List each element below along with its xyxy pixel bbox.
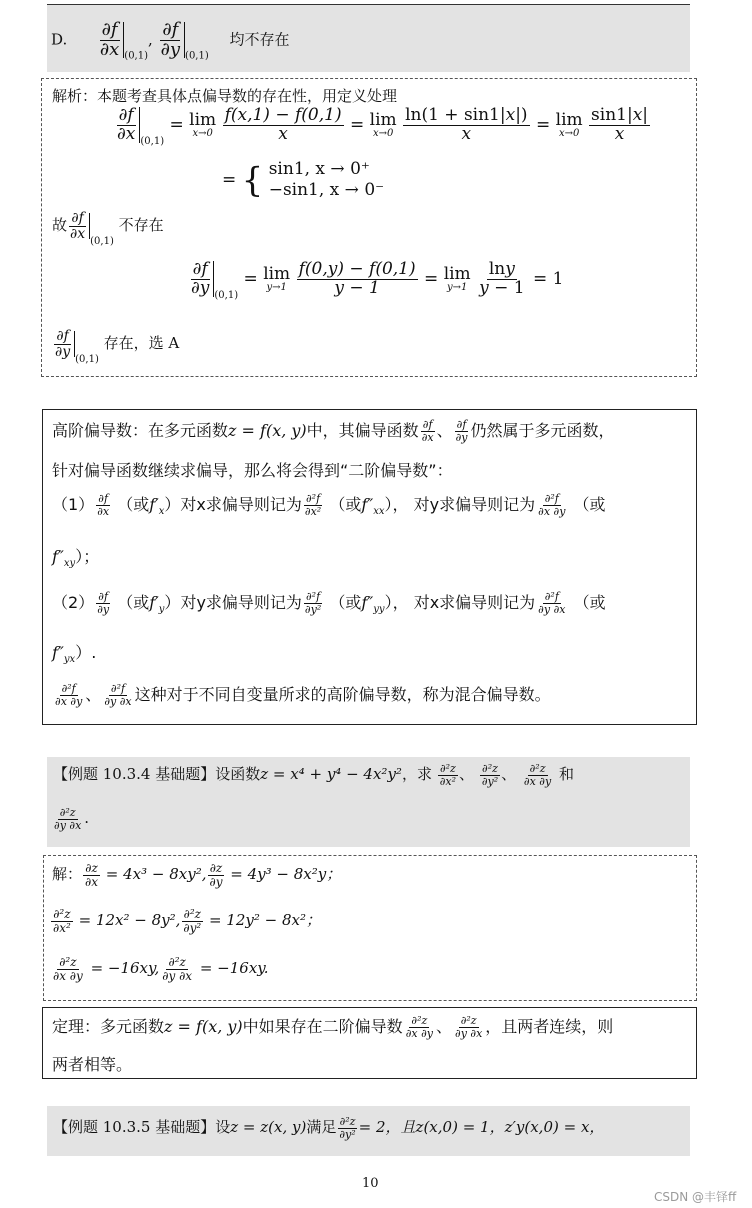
analysis-pt-x: (0,1) bbox=[140, 135, 165, 147]
sol-dxx: = 12x² − 8y², bbox=[78, 911, 181, 930]
example-435-line: 【例题 10.3.5 基础题】设z = z(x, y)满足 $\frac{\text{∂²z}}{\text{∂y²}}$ = 2，且z(x,0) = 1，z′y(x,0) = x， bbox=[53, 1115, 605, 1141]
sol-line1: 解： $\frac{\partial z}{\partial x}$ = 4x³ − 8xy², $\frac{\partial z}{\partial y}$ = 4y³ − 8x²y； bbox=[52, 861, 342, 889]
sol-line2: $\frac{\text{∂²z}}{\text{∂x²}}$ = 12x² − 8y², $\frac{\text{∂²z}}{\text{∂y²}}$ = 12y² − 8x²； bbox=[53, 907, 322, 935]
theorem-text2: 中如果存在二阶偏导数 bbox=[242, 1017, 403, 1036]
theorem-line1: 定理：多元函数z = f(x, y)中如果存在二阶偏导数 $\frac{\text{∂²z}}{\partial x \partial y}$ 、 $\frac{\text{∂²z}}{\partial y \partial x}$ ，且两者连续，则 bbox=[52, 1014, 614, 1040]
def-line1b: 中，其偏导函数 bbox=[306, 421, 419, 440]
conclusion-x-post: 不存在 bbox=[118, 216, 164, 235]
option-d-tail: 均不存在 bbox=[229, 30, 290, 49]
def-item1-ortail: （或 bbox=[573, 495, 606, 514]
def-line1a: 高阶偏导数：在多元函数 bbox=[52, 421, 229, 440]
sol-dzdx: = 4x³ − 8xy², bbox=[105, 865, 207, 884]
def-item2: （2） $\frac{\partial f}{\partial y}$ （或$f'_y$）对y求偏导则记为 $\frac{\text{∂²f}}{\text{∂y²}}$ （或$f''_{yy}$）， 对x求偏导则记为 $\frac{\text{∂²f}}{\partial y \partial x}$ （或 bbox=[52, 590, 606, 616]
case-pos: sin1, x → 0⁺ bbox=[268, 159, 370, 179]
def-item2-endtext: ）. bbox=[75, 643, 97, 662]
def-item2-wrty: 对y求偏导则记为 bbox=[180, 593, 302, 612]
definition-box bbox=[42, 409, 697, 725]
def-item2-ortail: （或 bbox=[573, 593, 606, 612]
def-item2-close2: ） bbox=[384, 593, 393, 612]
conclusion-x-pre: 故 bbox=[52, 216, 68, 235]
def-item1-close: ） bbox=[164, 495, 181, 514]
example-434-equation: z = x⁴ + y⁴ − 4x²y² bbox=[260, 765, 402, 784]
sol-label: 解： bbox=[52, 865, 83, 884]
example-434-box bbox=[47, 757, 690, 847]
def-item2-close: ） bbox=[164, 593, 181, 612]
example-434-line2: $\frac{\text{∂²z}}{\partial y \partial x}$ . bbox=[54, 806, 90, 832]
watermark: CSDN @丰铎ff bbox=[654, 1190, 737, 1204]
def-line1: 高阶偏导数：在多元函数z = f(x, y)中，其偏导函数 $\frac{\partial f}{\partial x}$ 、 $\frac{\partial f}{\partial y}$ 仍然属于多元函数， bbox=[52, 418, 615, 444]
conclusion-y-post: 存在，选 A bbox=[103, 334, 180, 353]
page-number: 10 bbox=[362, 1176, 379, 1191]
example-434-line1: 【例题 10.3.4 基础题】设函数z = x⁴ + y⁴ − 4x²y²，求 $\frac{\text{∂²z}}{\text{∂x²}}$ 、 $\frac{\text{∂²z}}{\text{∂y²}}$ 、 $\frac{\text{∂²z}}{\partial x \partial y}$ 和 bbox=[53, 762, 575, 788]
sol-dzdy: = 4y³ − 8x²y； bbox=[230, 865, 342, 884]
conclusion-y-pt: (0,1) bbox=[75, 354, 99, 366]
analysis-conclusion-x: 故 $\frac{\partial f}{\partial x}$ $_{(0,1)}$ 不存在 bbox=[52, 210, 164, 248]
def-item1-wrty: 对y求偏导则记为 bbox=[413, 495, 536, 514]
def-item1-or: （或 bbox=[117, 495, 150, 514]
example-434-title: 【例题 10.3.4 基础题】设函数 bbox=[53, 765, 261, 784]
analysis-box bbox=[41, 78, 697, 377]
conclusion-x-pt: (0,1) bbox=[90, 236, 114, 248]
option-d-line: D. $\frac{\partial f}{\partial x}$ $_{(0,1)}$, $\frac{\partial f}{\partial y}$ $_{(0,1)}$ 均不存在 bbox=[51, 19, 290, 62]
option-d-label: D. bbox=[51, 30, 68, 49]
option-d-box bbox=[47, 4, 690, 72]
option-d-pt-1: (0,1) bbox=[124, 50, 149, 62]
sol-dyy: = 12y² − 8x²； bbox=[208, 911, 322, 930]
def-item1-end: $f''_{xy}$）； bbox=[52, 547, 100, 570]
theorem-text3: ，且两者连续，则 bbox=[485, 1017, 614, 1036]
def-item2-end: $f''_{yx}$）. bbox=[52, 643, 97, 666]
def-mixed: $\frac{\text{∂²f}}{\partial x \partial y}$ 、 $\frac{\text{∂²f}}{\partial y \partial x}$ 这种对于不同自变量所求的高阶偏导数，称为混合偏导数。 bbox=[55, 682, 551, 708]
def-item1-endtext: ）； bbox=[75, 547, 100, 566]
sol-dxy: = −16xy, bbox=[90, 959, 160, 978]
analysis-eq-y: $\frac{\partial f}{\partial y}$ $_{(0,1)}$ = lim y→1 $\frac{f(0,y) - f(0,1)}{y - 1}$ = lim y→1 $\frac{\ln y}{y - 1}$ = 1 bbox=[191, 259, 564, 301]
example-435-cond: = 2，且z(x,0) = 1，z′y(x,0) = x， bbox=[358, 1118, 605, 1137]
def-item2-prefix: （2） bbox=[52, 593, 95, 612]
example-434-ask: ，求 bbox=[401, 765, 432, 784]
result-y: = 1 bbox=[532, 268, 564, 289]
example-435-eq: z = z(x, y) bbox=[230, 1118, 307, 1137]
analysis-eq-x: $\frac{\partial f}{\partial x}$ $_{(0,1)}$ = lim x→0 $\frac{f(x,1) - f(0,1)}{x}$ = lim x→0 $\frac{\ln(1 + \sin 1|x|)}{x}$ = lim x→0 $\frac{\sin 1|x|}{x}$ bbox=[117, 105, 649, 147]
def-line2: 针对偏导函数继续求偏导，那么将会得到“二阶偏导数”： bbox=[52, 461, 453, 480]
theorem-text1: 定理：多元函数 bbox=[52, 1017, 165, 1036]
sol-line3: $\frac{\text{∂²z}}{\partial x \partial y}$ = −16xy, $\frac{\text{∂²z}}{\partial y \partial x}$ = −16xy. bbox=[53, 955, 269, 983]
case-neg: −sin1, x → 0⁻ bbox=[268, 180, 385, 201]
def-item1-close2: ） bbox=[384, 495, 393, 514]
theorem-line2: 两者相等。 bbox=[52, 1055, 133, 1074]
theorem-box bbox=[42, 1007, 697, 1079]
analysis-pt-y: (0,1) bbox=[214, 289, 239, 301]
def-item2-or2: （或 bbox=[329, 593, 362, 612]
def-item2-or: （或 bbox=[117, 593, 150, 612]
analysis-conclusion-y: $\frac{\partial f}{\partial y}$ $_{(0,1)}$ 存在，选 A bbox=[55, 328, 180, 366]
example-435-box bbox=[47, 1106, 690, 1156]
def-item2-wrtx: 对x求偏导则记为 bbox=[413, 593, 536, 612]
def-line1c: 仍然属于多元函数， bbox=[470, 421, 615, 440]
def-item2-comma: ， bbox=[392, 593, 409, 612]
sol-dyx: = −16xy. bbox=[199, 959, 269, 978]
def-item1-comma: ， bbox=[392, 495, 409, 514]
def-mixed-text: 这种对于不同自变量所求的高阶偏导数，称为混合偏导数。 bbox=[134, 685, 551, 704]
example-435-mid: 满足 bbox=[306, 1118, 337, 1137]
analysis-intro: 解析：本题考查具体点偏导数的存在性，用定义处理 bbox=[52, 87, 398, 105]
example-434-and: 和 bbox=[559, 765, 575, 784]
analysis-cases: = { sin1, x → 0⁺ −sin1, x → 0⁻ bbox=[222, 159, 385, 201]
solution-434-box bbox=[43, 855, 697, 1001]
def-item1: （1） $\frac{\partial f}{\partial x}$ （或$f'_x$）对x求偏导则记为 $\frac{\text{∂²f}}{\text{∂x²}}$ （或$f''_{xx}$）， 对y求偏导则记为 $\frac{\text{∂²f}}{\partial x \partial y}$ （或 bbox=[52, 492, 606, 518]
option-d-pt-2: (0,1) bbox=[185, 50, 209, 62]
example-435-title: 【例题 10.3.5 基础题】设 bbox=[53, 1118, 231, 1137]
def-item1-or2: （或 bbox=[329, 495, 362, 514]
def-item1-wrtx: 对x求偏导则记为 bbox=[180, 495, 302, 514]
def-item1-prefix: （1） bbox=[52, 495, 95, 514]
